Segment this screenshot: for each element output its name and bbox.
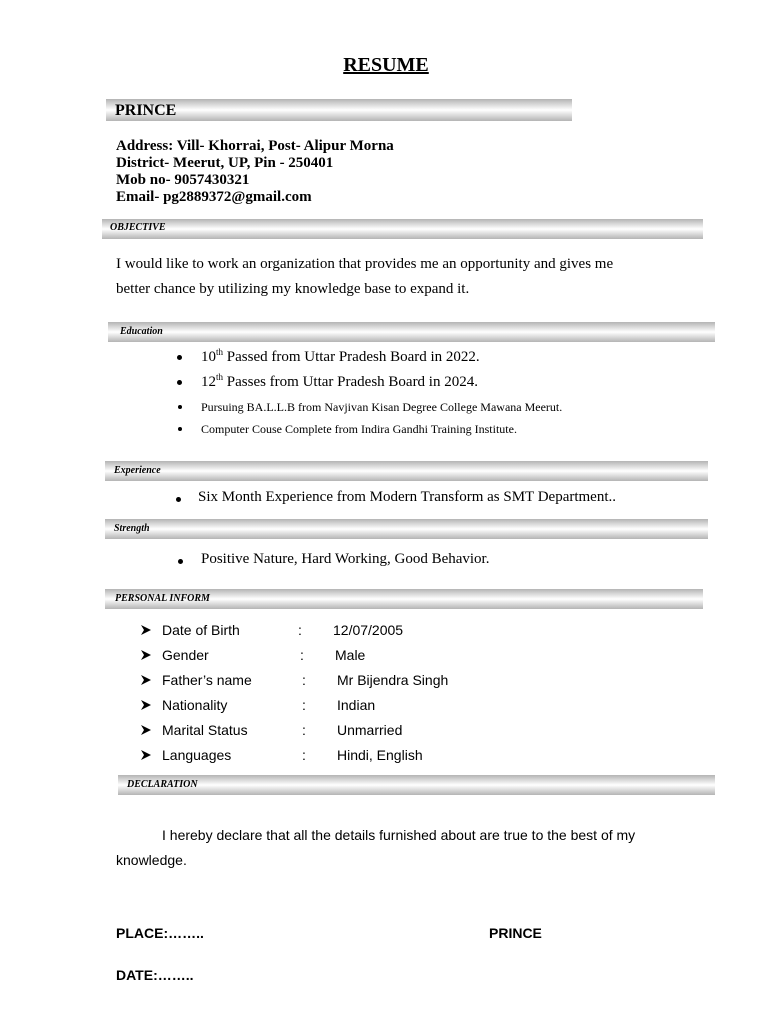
objective-text	[116, 252, 613, 302]
email-line: Email- pg2889372@gmail.com	[116, 189, 312, 205]
personal-value: Hindi, English	[337, 747, 423, 763]
bullet-icon	[178, 405, 182, 409]
education-item-text: Passes from Uttar Pradesh Board in 2024.	[223, 374, 478, 390]
experience-bar	[105, 461, 708, 481]
arrow-bullet-icon	[140, 699, 152, 711]
personal-heading: PERSONAL INFORM	[115, 593, 210, 604]
bullet-icon	[178, 427, 182, 431]
contact-block	[116, 138, 394, 206]
education-item	[201, 347, 480, 366]
personal-label: Gender	[162, 647, 209, 663]
personal-separator: :	[302, 722, 306, 738]
bullet-icon	[177, 380, 182, 385]
bullet-icon	[176, 497, 181, 502]
personal-label: Languages	[162, 747, 232, 763]
personal-separator: :	[302, 672, 306, 688]
arrow-bullet-icon	[140, 649, 152, 661]
signature-name: PRINCE	[489, 925, 542, 941]
experience-heading: Experience	[114, 465, 161, 476]
personal-value: Unmarried	[337, 722, 403, 738]
strength-text: Positive Nature, Hard Working, Good Behavior.	[201, 551, 490, 567]
declaration-line-1: I hereby declare that all the details furnished about are true to the best of my	[162, 827, 636, 843]
personal-value: Mr Bijendra Singh	[337, 672, 449, 688]
experience-item	[198, 489, 616, 506]
objective-heading: OBJECTIVE	[110, 222, 166, 233]
education-item-number: 10	[201, 349, 216, 365]
personal-label: Date of Birth	[162, 622, 240, 638]
education-item-text: Pursuing BA.L.L.B from Navjivan Kisan Degree College Mawana Meerut.	[201, 400, 563, 414]
experience-text: Six Month Experience from Modern Transform as SMT Department..	[198, 489, 617, 505]
candidate-name: PRINCE	[115, 102, 177, 119]
strength-item	[201, 551, 489, 568]
mobile-line: Mob no- 9057430321	[116, 172, 250, 188]
education-item	[201, 400, 562, 415]
strength-heading: Strength	[114, 523, 150, 534]
education-heading: Education	[120, 326, 163, 337]
arrow-bullet-icon	[140, 724, 152, 736]
declaration-line-2: knowledge.	[116, 852, 187, 868]
education-item	[201, 372, 478, 391]
objective-bar	[102, 219, 703, 239]
personal-value: 12/07/2005	[333, 622, 404, 638]
arrow-bullet-icon	[140, 624, 152, 636]
education-item-text: Computer Couse Complete from Indira Gandhi Training Institute.	[201, 422, 517, 436]
bullet-icon	[178, 559, 183, 564]
address-line: Address: Vill- Khorrai, Post- Alipur Morna	[116, 138, 394, 154]
education-item-suffix: th	[216, 347, 224, 357]
strength-bar	[105, 519, 708, 539]
education-item-number: 12	[201, 374, 216, 390]
resume-title: RESUME	[343, 54, 429, 76]
personal-value: Indian	[337, 697, 376, 713]
personal-separator: :	[300, 647, 304, 663]
place-field: PLACE:……..	[116, 925, 204, 941]
personal-separator: :	[302, 697, 306, 713]
arrow-bullet-icon	[140, 674, 152, 686]
objective-line-2: better chance by utilizing my knowledge base to expand it.	[116, 281, 470, 297]
personal-value: Male	[335, 647, 366, 663]
personal-separator: :	[298, 622, 302, 638]
declaration-bar	[118, 775, 715, 795]
arrow-bullet-icon	[140, 749, 152, 761]
district-line: District- Meerut, UP, Pin - 250401	[116, 155, 334, 171]
education-item	[201, 422, 517, 437]
personal-label: Nationality	[162, 697, 228, 713]
education-bar	[108, 322, 715, 342]
declaration-heading: DECLARATION	[127, 779, 198, 790]
personal-label: Father’s name	[162, 672, 252, 688]
objective-line-1: I would like to work an organization that provides me an opportunity and gives me	[116, 256, 614, 272]
education-item-suffix: th	[216, 372, 224, 382]
declaration-text	[116, 823, 716, 873]
education-item-text: Passed from Uttar Pradesh Board in 2022.	[223, 349, 480, 365]
date-field: DATE:……..	[116, 967, 194, 983]
bullet-icon	[177, 355, 182, 360]
personal-label: Marital Status	[162, 722, 248, 738]
personal-separator: :	[302, 747, 306, 763]
